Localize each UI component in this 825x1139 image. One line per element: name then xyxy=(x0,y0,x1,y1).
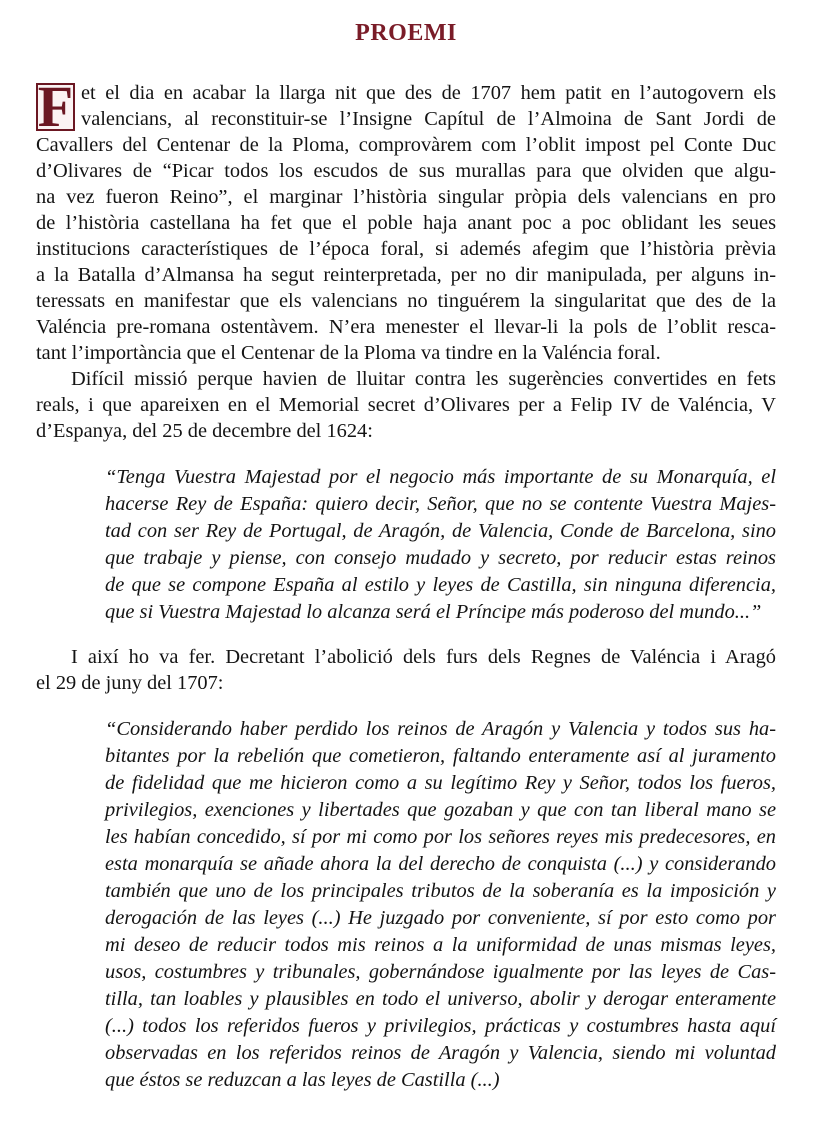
quote-line: usos, costumbres y tribunales, gobernándose igualmente por las leyes de Cas- xyxy=(105,961,776,983)
text-line: Difícil missió perque havien de lluitar contra les sugerències convertides en fets xyxy=(71,368,776,390)
quote-line: que trabaje y piense, con consejo mudado y secreto, por reducir estas reinos xyxy=(105,547,776,569)
quote-olivares xyxy=(36,464,776,626)
text-line: et el dia en acabar la llarga nit que des de 1707 hem patit en l’autogovern els xyxy=(81,82,776,104)
quote-line: derogación de las leyes (...) He juzgado por conveniente, sí por esto como por xyxy=(105,907,776,929)
quote-line: también que uno de los principales tributos de la soberanía es la imposición y xyxy=(105,880,776,902)
quote-line: que si Vuestra Majestad lo alcanza será el Príncipe más poderoso del mundo...” xyxy=(105,601,762,623)
text-line: a la Batalla d’Almansa ha segut reinterpretada, per no dir manipulada, per alguns in- xyxy=(36,264,776,286)
quote-line: tilla, tan loables y plausibles en todo el universo, abolir y derogar enteramente xyxy=(105,988,776,1010)
text-line: teressats en manifestar que els valencians no tinguérem la singularitat que des de la xyxy=(36,290,776,312)
paragraph-mission xyxy=(36,366,776,444)
text-line: el 29 de juny del 1707: xyxy=(36,672,224,694)
quote-line: tad con ser Rey de Portugal, de Aragón, de Valencia, Conde de Barcelona, sino xyxy=(105,520,776,542)
quote-line: les habían concedido, sí por mi como por los señores reyes mis predecesores, en xyxy=(105,826,776,848)
quote-line: de fidelidad que me hicieron como a su legítimo Rey y Señor, todos los fueros, xyxy=(105,772,776,794)
paragraph-decree xyxy=(36,644,776,696)
text-line: tant l’importància que el Centenar de la Ploma va tindre en la Valéncia foral. xyxy=(36,342,661,364)
text-line: reals, i que apareixen en el Memorial secret d’Olivares per a Felip IV de Valéncia, V xyxy=(36,394,776,416)
text-line: na vez fueron Reino”, el marginar l’història singular pròpia dels valencians en pro xyxy=(36,186,776,208)
quote-line: que éstos se reduzcan a las leyes de Castilla (...) xyxy=(105,1069,500,1091)
quote-line: hacerse Rey de España: quiero decir, Señor, que no se contente Vuestra Majes- xyxy=(105,493,776,515)
dropcap-letter: F xyxy=(37,74,74,139)
quote-line: privilegios, exenciones y libertades que gozaban y que con tan liberal mano se xyxy=(105,799,776,821)
quote-line: bitantes por la rebelión que cometieron, faltando enteramente así al juramento xyxy=(105,745,776,767)
text-line: I així ho va fer. Decretant l’abolició dels furs dels Regnes de Valéncia i Aragó xyxy=(71,646,776,668)
quote-line: (...) todos los referidos fueros y privilegios, prácticas y costumbres hasta aquí xyxy=(105,1015,776,1037)
text-line: Valéncia pre-romana ostentàvem. N’era menester el llevar-li la pols de l’oblit rescа- xyxy=(36,316,776,338)
quote-line: “Considerando haber perdido los reinos de Aragón y Valencia y todos sus ha- xyxy=(105,718,776,740)
text-line: valencians, al reconstituir-se l’Insigne Capítul de l’Almoina de Sant Jordi de xyxy=(81,108,776,130)
text-line: de l’història castellana ha fet que el poble haja anant poc a poc oblidant les seues xyxy=(36,212,776,234)
text-line: d’Olivares de “Picar todos los escudos de sus murallas para que olviden que algu- xyxy=(36,160,776,182)
text-line: Cavallers del Centenar de la Ploma, comprovàrem com l’oblit impost pel Conte Duc xyxy=(36,134,776,156)
quote-line: “Tenga Vuestra Majestad por el negocio más importante de su Monarquía, el xyxy=(105,466,776,488)
quote-line: observadas en los referidos reinos de Aragón y Valencia, siendo mi voluntad xyxy=(105,1042,776,1064)
text-line: d’Espanya, del 25 de decembre del 1624: xyxy=(36,420,373,442)
quote-line: de que se compone España al estilo y leyes de Castilla, sin ninguna diferencia, xyxy=(105,574,776,596)
quote-line: esta monarquía se añade ahora la del derecho de conquista (...) y considerando xyxy=(105,853,776,875)
quote-line: mi deseo de reducir todos mis reinos a la uniformidad de unas mismas leyes, xyxy=(105,934,776,956)
quote-decree xyxy=(36,716,776,1094)
dropcap-frame xyxy=(36,74,75,139)
text-line: institucions característiques de l’época foral, si ademés afegim que l’història prèvia xyxy=(36,238,776,260)
paragraph-intro xyxy=(36,74,776,366)
page-title: PROEMI xyxy=(355,20,457,46)
